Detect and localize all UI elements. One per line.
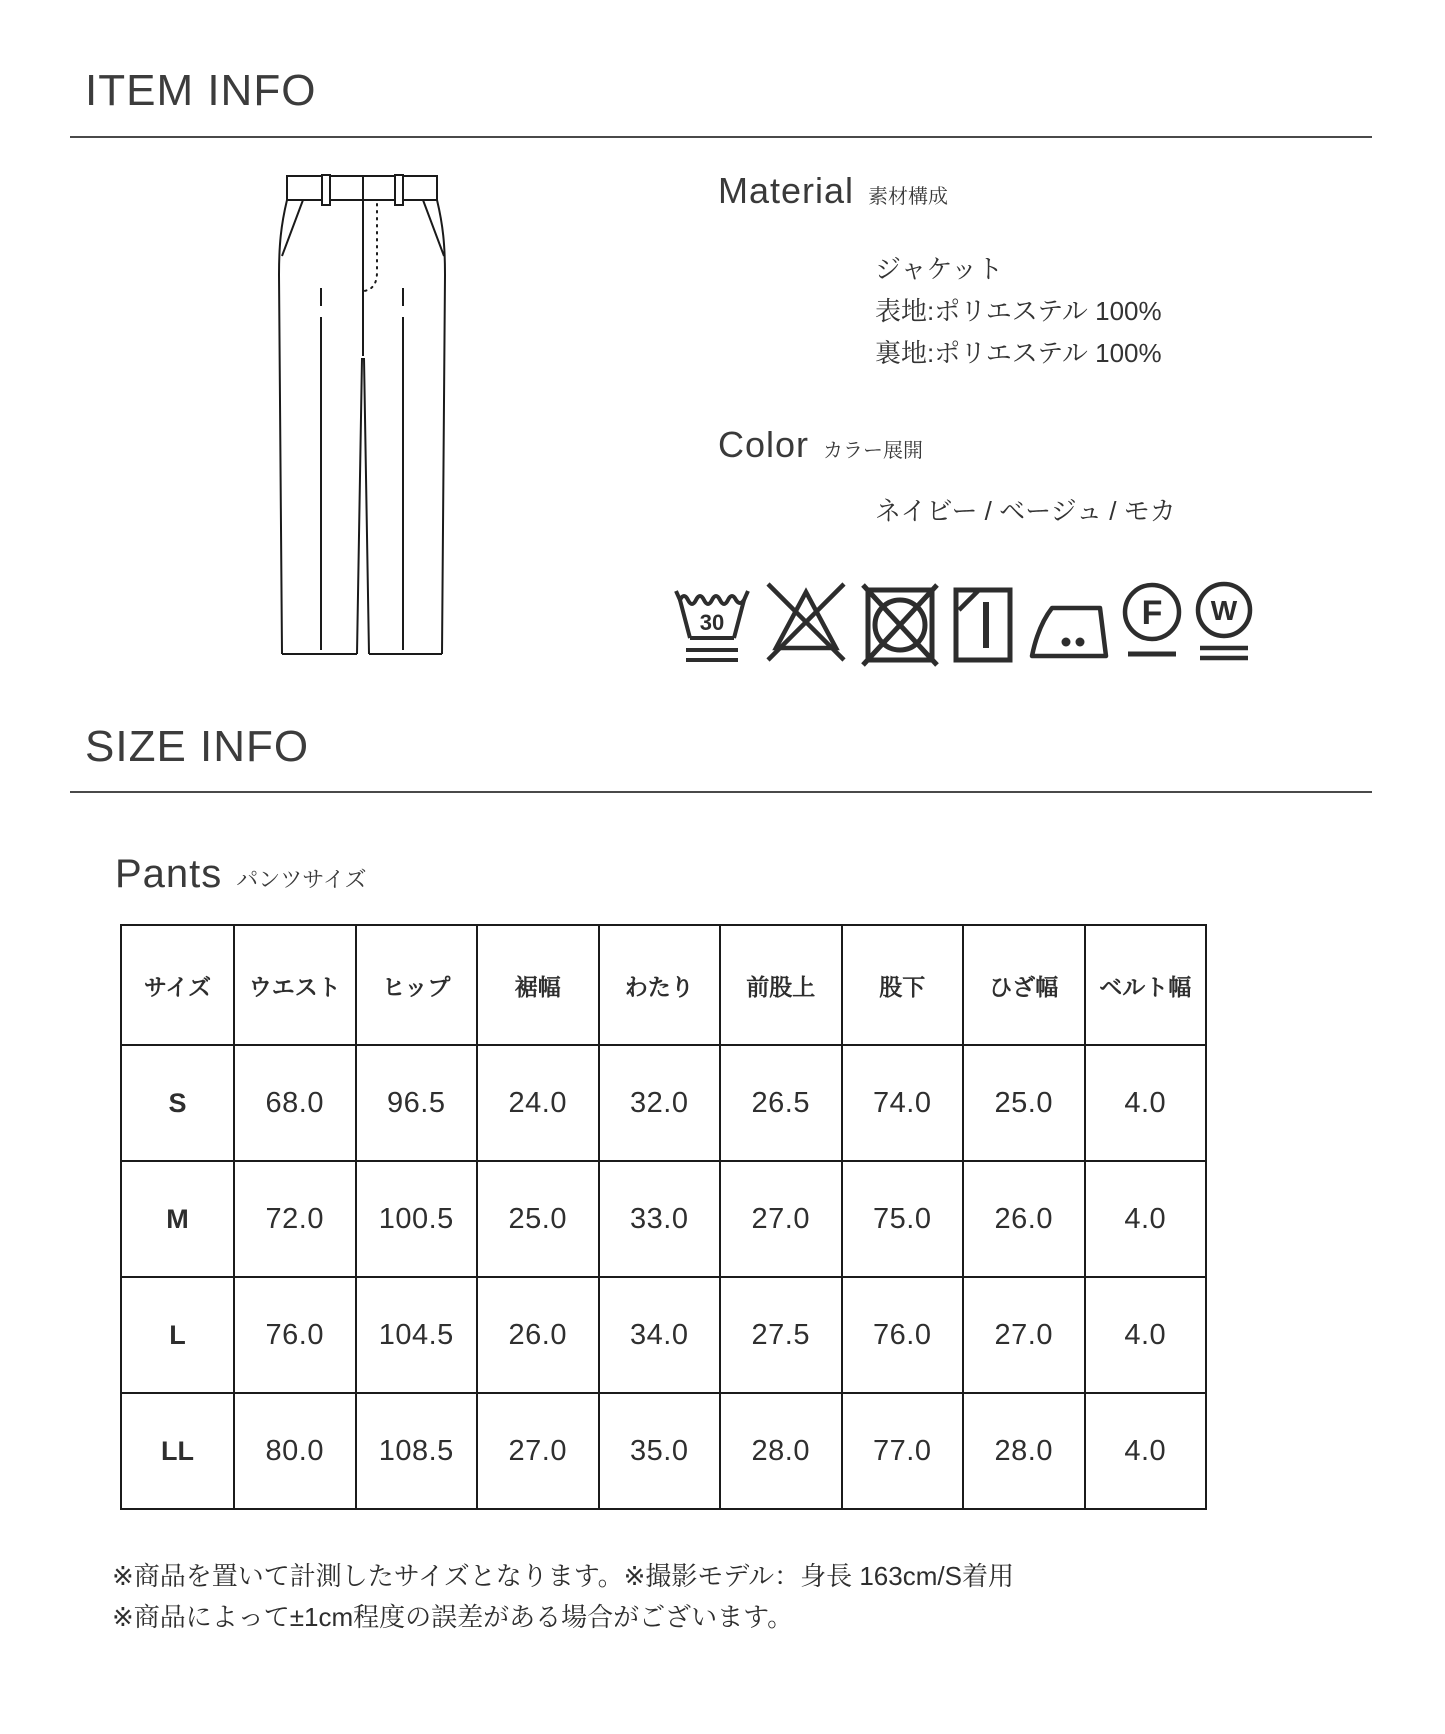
col-header-waist: ウエスト <box>234 925 356 1045</box>
cell-value: 68.0 <box>234 1045 356 1161</box>
note-tolerance: ※商品によって±1cm程度の誤差がある場合がございます。 <box>112 1602 794 1632</box>
pants-size-heading <box>115 852 367 897</box>
pants-size-table <box>120 924 1207 1510</box>
cell-value: 28.0 <box>963 1393 1085 1509</box>
material-line-lining: 裏地:ポリエステル 100% <box>875 338 1162 368</box>
pants-label-jp: パンツサイズ <box>236 867 367 892</box>
color-label-en: Color <box>718 424 810 465</box>
iron-medium-heat-icon <box>1024 576 1112 668</box>
care-symbols-row <box>670 576 1256 668</box>
professional-wet-clean-very-gentle-icon <box>1192 576 1256 668</box>
professional-dry-clean-f-gentle-icon <box>1118 576 1186 668</box>
cell-value: 74.0 <box>842 1045 964 1161</box>
cell-value: 27.0 <box>477 1393 599 1509</box>
col-header-knee-width: ひざ幅 <box>963 925 1085 1045</box>
size-label: S <box>121 1045 234 1161</box>
material-heading <box>718 170 948 212</box>
cell-value: 108.5 <box>356 1393 478 1509</box>
size-info-divider <box>70 791 1372 793</box>
cell-value: 72.0 <box>234 1161 356 1277</box>
col-header-belt-width: ベルト幅 <box>1085 925 1207 1045</box>
cell-value: 75.0 <box>842 1161 964 1277</box>
cell-value: 4.0 <box>1085 1045 1207 1161</box>
color-label-jp: カラー展開 <box>823 440 924 462</box>
cell-value: 4.0 <box>1085 1393 1207 1509</box>
col-header-inseam: 股下 <box>842 925 964 1045</box>
color-value: ネイビー / ベージュ / モカ <box>875 496 1176 526</box>
size-label: M <box>121 1161 234 1277</box>
material-label-jp: 素材構成 <box>868 186 949 208</box>
cell-value: 104.5 <box>356 1277 478 1393</box>
cell-value: 33.0 <box>599 1161 721 1277</box>
cell-value: 4.0 <box>1085 1161 1207 1277</box>
cell-value: 27.5 <box>720 1277 842 1393</box>
table-row-l <box>121 1277 1206 1393</box>
cell-value: 35.0 <box>599 1393 721 1509</box>
note-measurement: ※商品を置いて計測したサイズとなります。※撮影モデル：身長 163cm/S着用 <box>112 1561 1014 1591</box>
size-label: L <box>121 1277 234 1393</box>
cell-value: 28.0 <box>720 1393 842 1509</box>
cell-value: 26.0 <box>963 1161 1085 1277</box>
size-label: LL <box>121 1393 234 1509</box>
table-row-s <box>121 1045 1206 1161</box>
size-table-header-row <box>121 925 1206 1045</box>
cell-value: 76.0 <box>842 1277 964 1393</box>
material-lines <box>875 248 1162 374</box>
cell-value: 76.0 <box>234 1277 356 1393</box>
cell-value: 32.0 <box>599 1045 721 1161</box>
material-line-outer: 表地:ポリエステル 100% <box>875 296 1162 326</box>
cell-value: 26.0 <box>477 1277 599 1393</box>
cell-value: 24.0 <box>477 1045 599 1161</box>
do-not-bleach-icon <box>760 576 852 668</box>
cell-value: 27.0 <box>720 1161 842 1277</box>
do-not-tumble-dry-icon <box>858 576 942 668</box>
material-line-item: ジャケット <box>875 254 1004 284</box>
cell-value: 96.5 <box>356 1045 478 1161</box>
cell-value: 26.5 <box>720 1045 842 1161</box>
cell-value: 4.0 <box>1085 1277 1207 1393</box>
color-heading <box>718 424 923 466</box>
col-header-size: サイズ <box>121 925 234 1045</box>
wet-clean-letter: W <box>1210 595 1238 626</box>
dry-clean-letter: F <box>1141 594 1163 632</box>
line-dry-in-shade-icon <box>948 576 1018 668</box>
size-notes <box>112 1556 1014 1638</box>
material-label-en: Material <box>718 170 855 211</box>
cell-value: 27.0 <box>963 1277 1085 1393</box>
cell-value: 25.0 <box>477 1161 599 1277</box>
col-header-front-rise: 前股上 <box>720 925 842 1045</box>
pants-label-en: Pants <box>115 852 223 896</box>
col-header-hip: ヒップ <box>356 925 478 1045</box>
item-info-divider <box>70 136 1372 138</box>
item-info-heading: ITEM INFO <box>85 66 317 115</box>
pants-illustration <box>230 140 490 680</box>
cell-value: 100.5 <box>356 1161 478 1277</box>
cell-value: 25.0 <box>963 1045 1085 1161</box>
size-info-heading: SIZE INFO <box>85 722 310 771</box>
cell-value: 77.0 <box>842 1393 964 1509</box>
cell-value: 80.0 <box>234 1393 356 1509</box>
col-header-thigh-width: わたり <box>599 925 721 1045</box>
wash-temperature: 30 <box>699 610 725 635</box>
cell-value: 34.0 <box>599 1277 721 1393</box>
table-row-m <box>121 1161 1206 1277</box>
table-row-ll <box>121 1393 1206 1509</box>
machine-wash-30-very-gentle-icon <box>670 576 754 668</box>
col-header-hem-width: 裾幅 <box>477 925 599 1045</box>
